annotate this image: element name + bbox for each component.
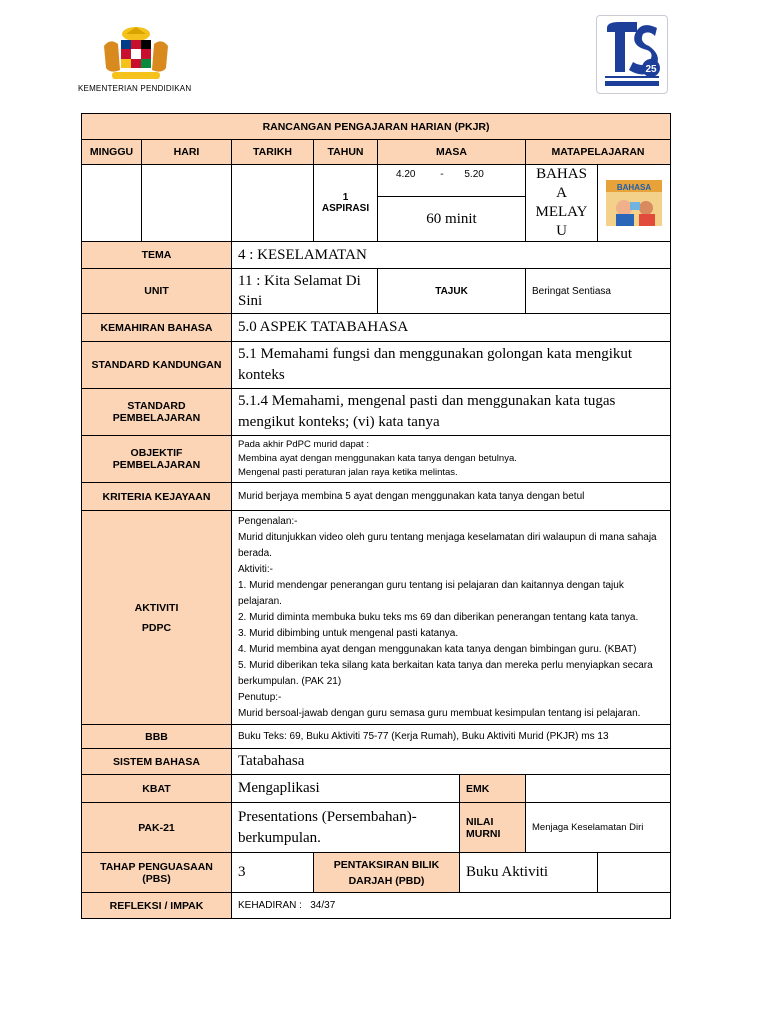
col-tarikh: TARIKH bbox=[232, 140, 314, 165]
aktiviti-line: Aktiviti:- bbox=[238, 563, 273, 575]
kemahiran-value: 5.0 ASPEK TATABAHASA bbox=[232, 314, 671, 342]
tarikh-value bbox=[232, 165, 314, 242]
refleksi-value: KEHADIRAN : 34/37 bbox=[232, 893, 671, 919]
book-cover-icon bbox=[606, 180, 662, 226]
minggu-value bbox=[82, 165, 142, 242]
tema-label: TEMA bbox=[82, 242, 232, 269]
col-masa: MASA bbox=[378, 140, 526, 165]
objektif-line: Pada akhir PdPC murid dapat : bbox=[238, 439, 369, 450]
subject-value: BAHAS A MELAY U bbox=[526, 165, 598, 242]
masa-start: 4.20 bbox=[396, 169, 416, 180]
sk-value: 5.1 Memahami fungsi dan menggunakan golongan kata mengikut konteks bbox=[232, 342, 671, 389]
bbb-value: Buku Teks: 69, Buku Aktiviti 75-77 (Kerja Rumah), Buku Aktiviti Murid (PKJR) ms 13 bbox=[232, 725, 671, 749]
aktiviti-line: 4. Murid membina ayat dengan menggunakan kata tanya dengan bimbingan guru. (KBAT) bbox=[238, 643, 637, 655]
svg-text:25: 25 bbox=[645, 64, 657, 75]
masa-time bbox=[378, 165, 526, 197]
bbb-label: BBB bbox=[82, 725, 232, 749]
objektif-label: OBJEKTIF PEMBELAJARAN bbox=[82, 436, 232, 483]
emk-label: EMK bbox=[460, 775, 526, 803]
col-minggu: MINGGU bbox=[82, 140, 142, 165]
kbat-value: Mengaplikasi bbox=[232, 775, 460, 803]
col-matapelajaran: MATAPELAJARAN bbox=[526, 140, 671, 165]
coat-of-arms-icon bbox=[96, 24, 176, 82]
tahun-value: 1 ASPIRASI bbox=[314, 165, 378, 242]
pbd-extra bbox=[598, 853, 671, 893]
nilai-label: NILAI MURNI bbox=[460, 803, 526, 853]
pak21-label: PAK-21 bbox=[82, 803, 232, 853]
aktiviti-label bbox=[82, 511, 232, 725]
sp-label: STANDARD PEMBELAJARAN bbox=[82, 389, 232, 436]
emk-value bbox=[526, 775, 671, 803]
col-hari: HARI bbox=[142, 140, 232, 165]
sk-label: STANDARD KANDUNGAN bbox=[82, 342, 232, 389]
aktiviti-line: Murid ditunjukkan video oleh guru tentang menjaga keselamatan diri walaupun di mana sahaja berada. bbox=[238, 531, 657, 559]
kriteria-value: Murid berjaya membina 5 ayat dengan menggunakan kata tanya dengan betul bbox=[232, 483, 671, 511]
aktiviti-line: Penutup:- bbox=[238, 691, 282, 703]
aktiviti-line: 5. Murid diberikan teka silang kata berkaitan kata tanya dan mereka perlu menyiapkan secara berkumpulan. (PAK 21) bbox=[238, 659, 653, 687]
table-title: RANCANGAN PENGAJARAN HARIAN (PKJR) bbox=[82, 114, 671, 140]
objektif-line: Membina ayat dengan menggunakan kata tanya dengan betulnya. bbox=[238, 453, 517, 464]
aktiviti-line: 1. Murid mendengar penerangan guru tentang isi pelajaran dan kaitannya dengan tajuk pelajaran. bbox=[238, 579, 624, 607]
tahap-value: 3 bbox=[232, 853, 314, 893]
objektif-content bbox=[232, 436, 671, 483]
pbd-value: Buku Aktiviti bbox=[460, 853, 598, 893]
aktiviti-line: 2. Murid diminta membuka buku teks ms 69 dan diberikan penerangan tentang kata tanya. bbox=[238, 611, 639, 623]
refleksi-label: REFLEKSI / IMPAK bbox=[82, 893, 232, 919]
sistem-label: SISTEM BAHASA bbox=[82, 749, 232, 775]
pak21-value: Presentations (Persembahan)-berkumpulan. bbox=[232, 803, 460, 853]
lesson-plan-table bbox=[81, 113, 671, 919]
hari-value bbox=[142, 165, 232, 242]
nilai-value: Menjaga Keselamatan Diri bbox=[526, 803, 671, 853]
masa-dash: - bbox=[440, 169, 444, 180]
kbat-label: KBAT bbox=[82, 775, 232, 803]
ministry-name: KEMENTERIAN PENDIDIKAN bbox=[78, 84, 192, 93]
unit-value: 11 : Kita Selamat Di Sini bbox=[232, 269, 378, 314]
ts25-logo-icon bbox=[597, 16, 667, 93]
unit-label: UNIT bbox=[82, 269, 232, 314]
aktiviti-label-line2: PDPC bbox=[141, 621, 172, 634]
kriteria-label: KRITERIA KEJAYAAN bbox=[82, 483, 232, 511]
aktiviti-line: Pengenalan:- bbox=[238, 515, 298, 527]
duration-value: 60 minit bbox=[378, 197, 526, 242]
tajuk-label: TAJUK bbox=[378, 269, 526, 314]
col-tahun: TAHUN bbox=[314, 140, 378, 165]
objektif-line: Mengenal pasti peraturan jalan raya ketika melintas. bbox=[238, 467, 458, 478]
masa-end: 5.20 bbox=[464, 169, 484, 180]
aktiviti-label-line1: AKTIVITI bbox=[134, 601, 179, 614]
ts25-logo bbox=[596, 15, 668, 94]
tahap-label: TAHAP PENGUASAAN (PBS) bbox=[82, 853, 232, 893]
sistem-value: Tatabahasa bbox=[232, 749, 671, 775]
pbd-label: PENTAKSIRAN BILIK DARJAH (PBD) bbox=[314, 853, 460, 893]
svg-text:BAHASA: BAHASA bbox=[616, 183, 652, 192]
kemahiran-label: KEMAHIRAN BAHASA bbox=[82, 314, 232, 342]
tajuk-value: Beringat Sentiasa bbox=[526, 269, 671, 314]
aktiviti-content bbox=[232, 511, 671, 725]
tema-value: 4 : KESELAMATAN bbox=[232, 242, 671, 269]
sp-value: 5.1.4 Memahami, mengenal pasti dan menggunakan kata tugas mengikut konteks; (vi) kata tanya bbox=[232, 389, 671, 436]
textbook-cover bbox=[598, 165, 671, 242]
aktiviti-line: 3. Murid dibimbing untuk mengenal pasti katanya. bbox=[238, 627, 459, 639]
ministry-logo bbox=[78, 22, 208, 98]
aktiviti-line: Murid bersoal-jawab dengan guru semasa guru membuat kesimpulan tentang isi pelajaran. bbox=[238, 707, 641, 719]
